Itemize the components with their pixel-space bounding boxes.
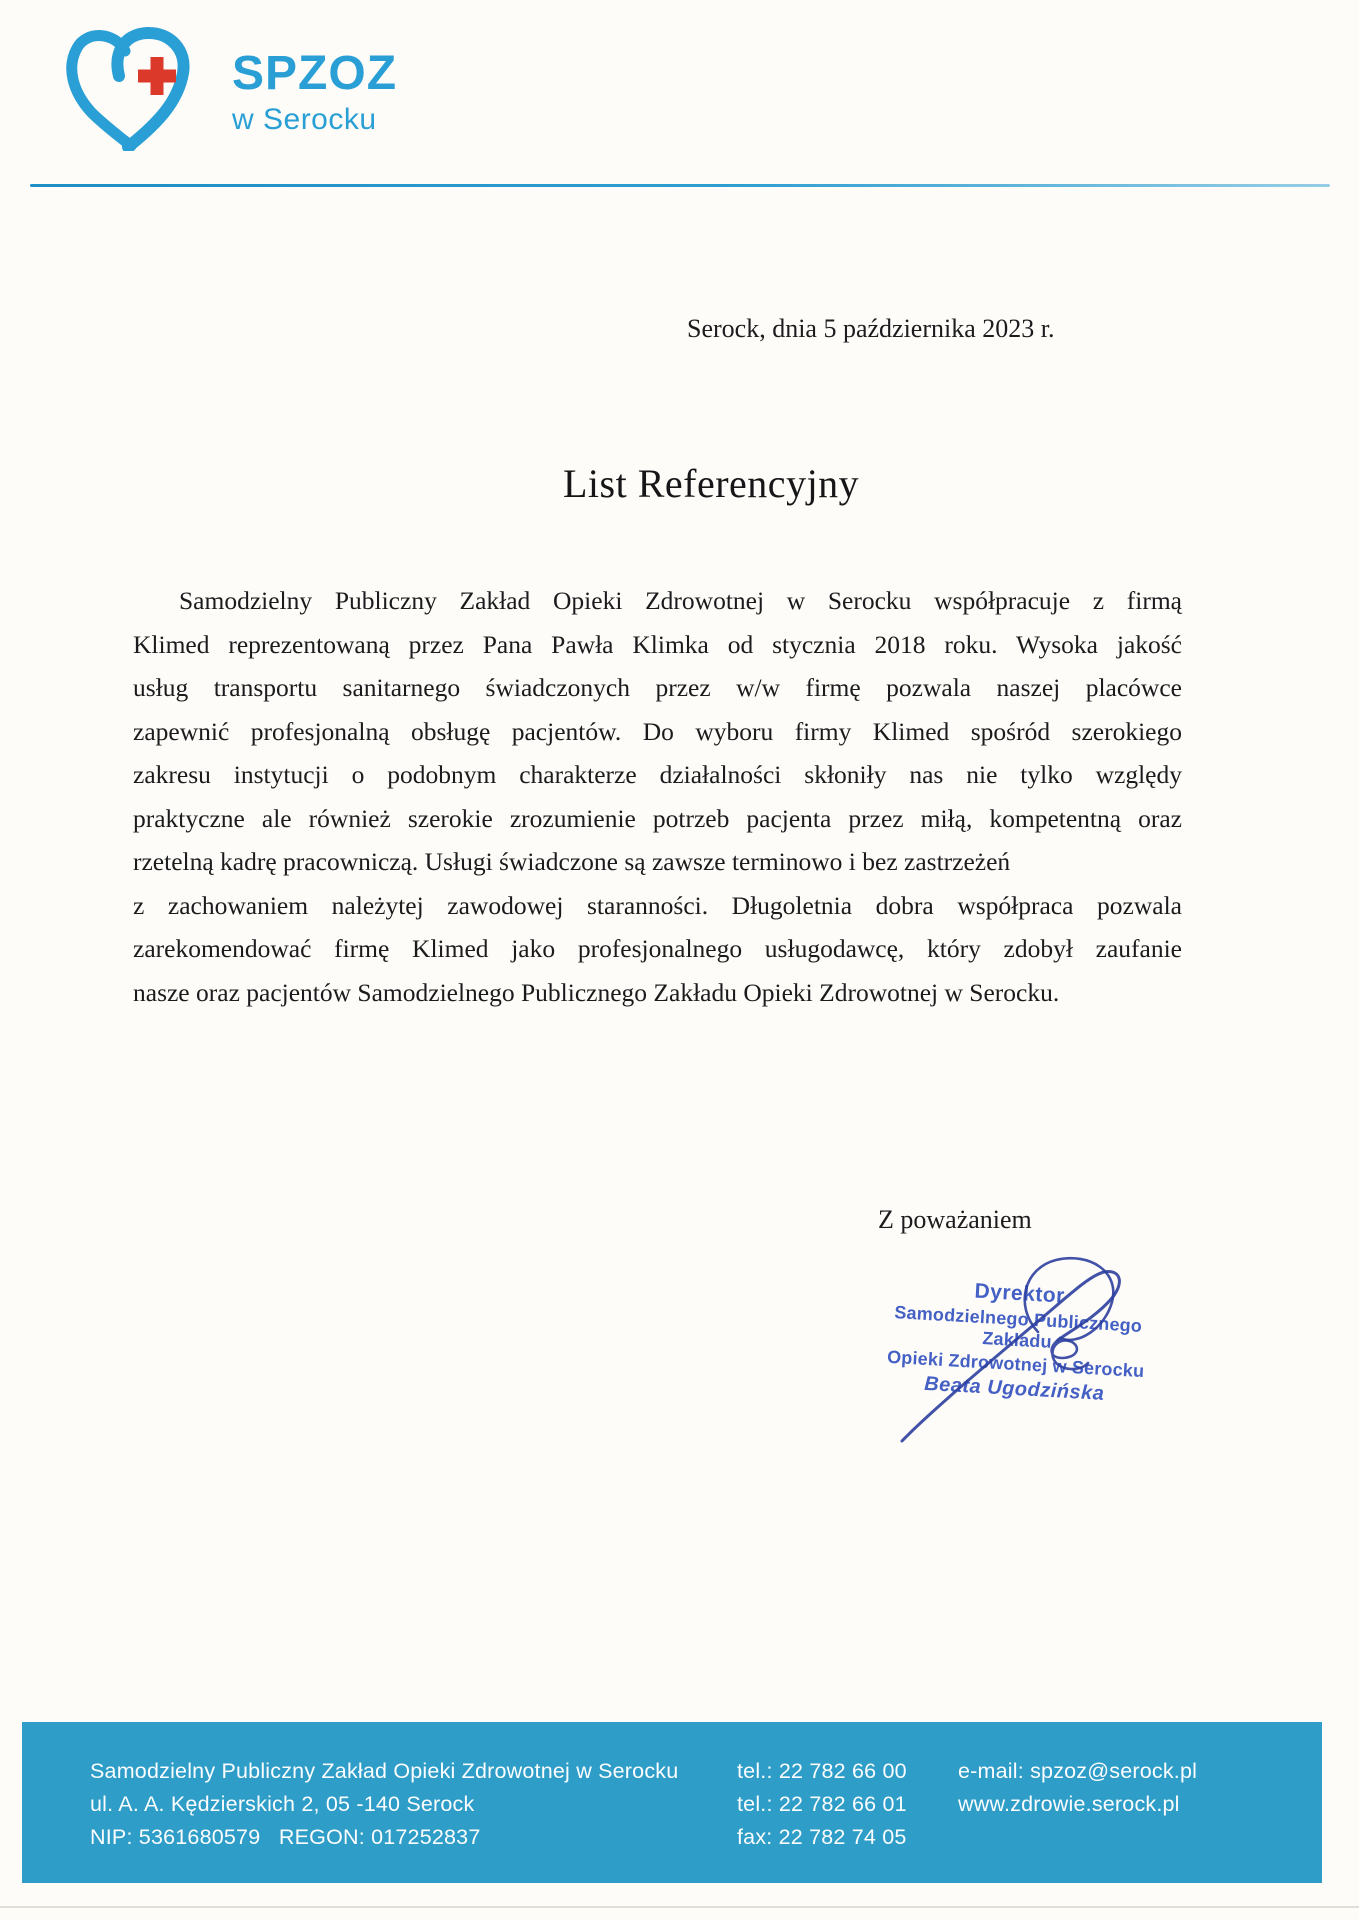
footer-email: e-mail: spzoz@serock.pl — [958, 1759, 1198, 1783]
heart-logo-icon — [65, 26, 200, 151]
logo-name: SPZOZ — [232, 47, 398, 100]
body-line: praktyczne ale również szerokie zrozumienie potrzeb pacjenta przez miłą, kompetentną oraz — [133, 803, 1182, 833]
header-divider — [30, 184, 1330, 187]
footer-website: www.zdrowie.serock.pl — [958, 1792, 1180, 1816]
logo-subtitle: w Serocku — [232, 103, 377, 136]
stamp-org-line1: Samodzielnego Publicznego Zakładu — [893, 1302, 1143, 1352]
footer-org-address: ul. A. A. Kędzierskich 2, 05 -140 Serock — [90, 1792, 475, 1816]
stamp-org-line2: Opieki Zdrowotnej w Serocku — [886, 1346, 1145, 1382]
footer-org-column — [90, 1755, 678, 1854]
logo-text — [232, 47, 398, 136]
scan-edge-line — [0, 1906, 1359, 1908]
red-cross-icon — [138, 57, 176, 95]
closing-phrase: Z poważaniem — [878, 1205, 1032, 1234]
body-line: zarekomendować firmę Klimed jako profesjonalnego usługodawcę, który zdobył zaufanie — [133, 934, 1182, 963]
footer-phone-2: tel.: 22 782 66 01 — [737, 1792, 907, 1816]
body-line: Samodzielny Publiczny Zakład Opieki Zdrowotnej w Serocku współpracuje z firmą — [179, 586, 1182, 615]
body-paragraph — [133, 579, 1182, 1014]
director-stamp — [855, 1273, 1179, 1410]
footer-org-name: Samodzielny Publiczny Zakład Opieki Zdrowotnej w Serocku — [90, 1759, 679, 1783]
footer-phone-column — [737, 1755, 907, 1854]
body-line: z zachowaniem należytej zawodowej staranności. Długoletnia dobra współpraca pozwala — [133, 890, 1182, 920]
body-line: rzetelną kadrę pracowniczą. Usługi świadczone są zawsze terminowo i bez zastrzeżeń — [133, 847, 1011, 876]
body-line: usług transportu sanitarnego świadczonych przez w/w firmę pozwala naszej placówce — [133, 673, 1182, 702]
body-line: zakresu instytucji o podobnym charakterze działalności skłoniły nas nie tylko względy — [133, 760, 1182, 789]
stamp-title: Dyrektor — [973, 1279, 1066, 1308]
date-line: Serock, dnia 5 października 2023 r. — [687, 314, 1055, 343]
body-line: nasze oraz pacjentów Samodzielnego Publicznego Zakładu Opieki Zdrowotnej w Serocku. — [133, 977, 1060, 1007]
body-line: zapewnić profesjonalną obsługę pacjentów. Do wyboru firmy Klimed spośród szerokiego — [133, 716, 1182, 746]
page-title: List Referencyjny — [563, 461, 860, 506]
footer-fax: fax: 22 782 74 05 — [737, 1825, 907, 1849]
footer-phone-1: tel.: 22 782 66 00 — [737, 1759, 907, 1783]
footer-org-ids: NIP: 5361680579 REGON: 017252837 — [90, 1825, 481, 1849]
footer-web-column — [958, 1755, 1197, 1821]
spzoz-logo — [65, 26, 397, 151]
stamp-signer-name: Beata Ugodzińska — [923, 1372, 1105, 1405]
body-line: Klimed reprezentowaną przez Pana Pawła Klimka od stycznia 2018 roku. Wysoka jakość — [133, 629, 1182, 659]
footer-contact-bar — [22, 1722, 1322, 1883]
